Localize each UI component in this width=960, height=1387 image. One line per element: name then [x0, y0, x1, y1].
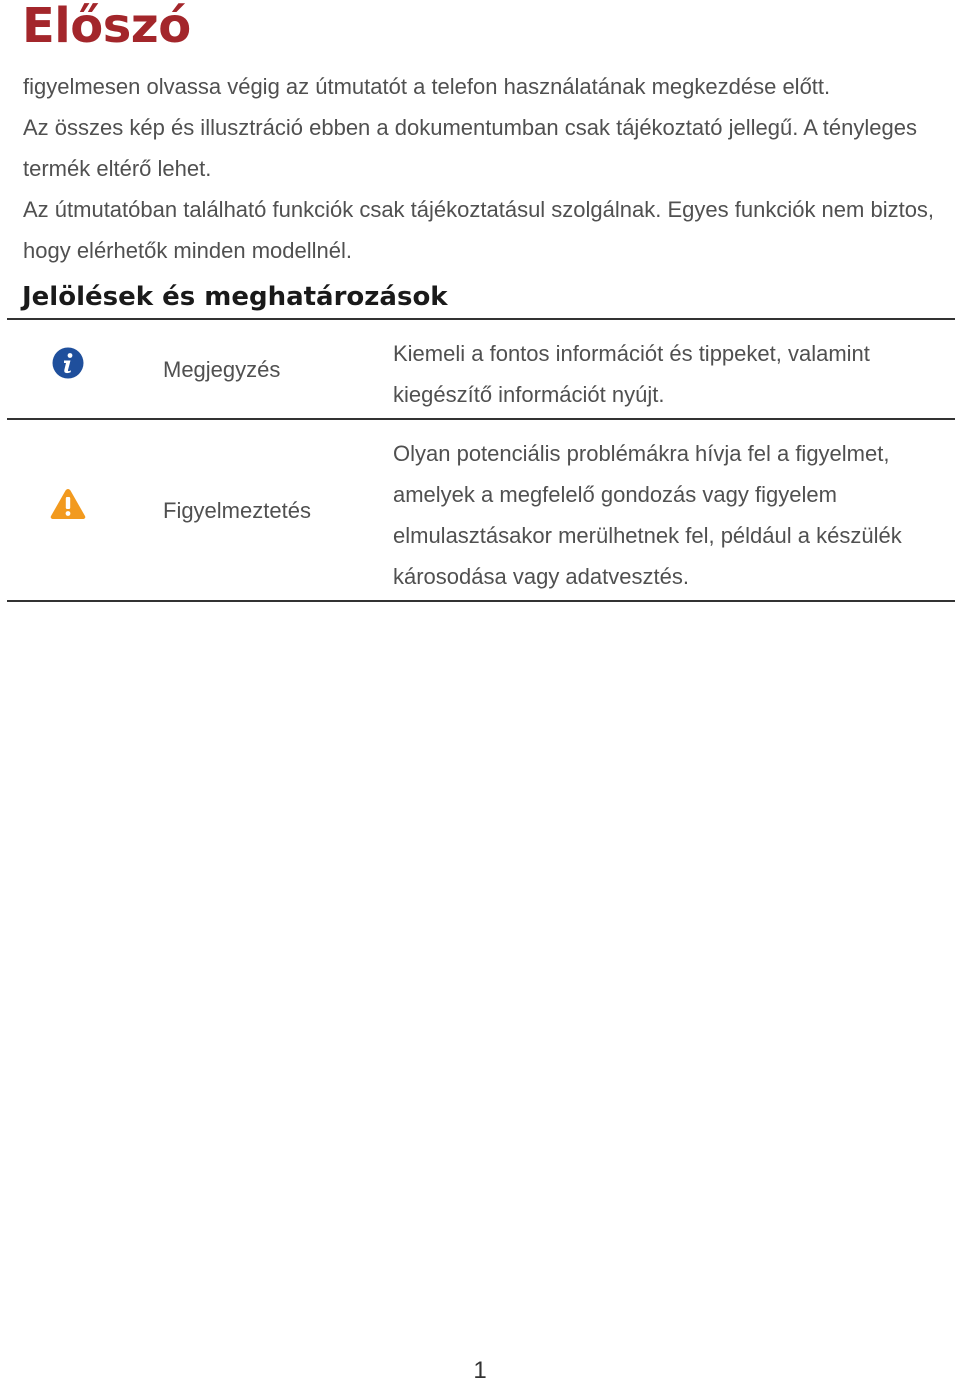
notice-label: Figyelmeztetés: [163, 497, 311, 523]
intro-paragraph: Az útmutatóban található funkciók csak tájékoztatásul szolgálnak. Egyes funkciók nem biztos, hogy elérhetők minden modellnél.: [23, 197, 935, 263]
warning-icon: [49, 487, 87, 534]
notice-label: Megjegyzés: [163, 356, 281, 382]
notice-description: Olyan potenciális problémákra hívja fel a figyelmet, amelyek a megfelelő gondozás vagy figyelem elmulasztásakor merülhetnek fel, például a készülék károsodása vagy adatvesztés.: [393, 441, 902, 589]
section-title: Jelölések és meghatározások: [22, 282, 448, 312]
notice-icon-cell: [7, 319, 129, 419]
intro-paragraph: figyelmesen olvassa végig az útmutatót a telefon használatának megkezdése előtt.: [23, 74, 831, 99]
info-icon: [51, 346, 85, 393]
notice-table: [7, 318, 955, 602]
page-title: Előszó: [22, 0, 191, 54]
page-number: 1: [473, 1357, 487, 1384]
notice-icon-cell: [7, 419, 129, 601]
intro-paragraph: Az összes kép és illusztráció ebben a dokumentumban csak tájékoztató jellegű. A tényleges termék eltérő lehet.: [23, 115, 917, 181]
notice-row-warning: [7, 419, 955, 601]
intro-text: [23, 66, 943, 271]
notice-row-note: [7, 319, 955, 419]
notice-description: Kiemeli a fontos információt és tippeket, valamint kiegészítő információt nyújt.: [393, 341, 870, 407]
